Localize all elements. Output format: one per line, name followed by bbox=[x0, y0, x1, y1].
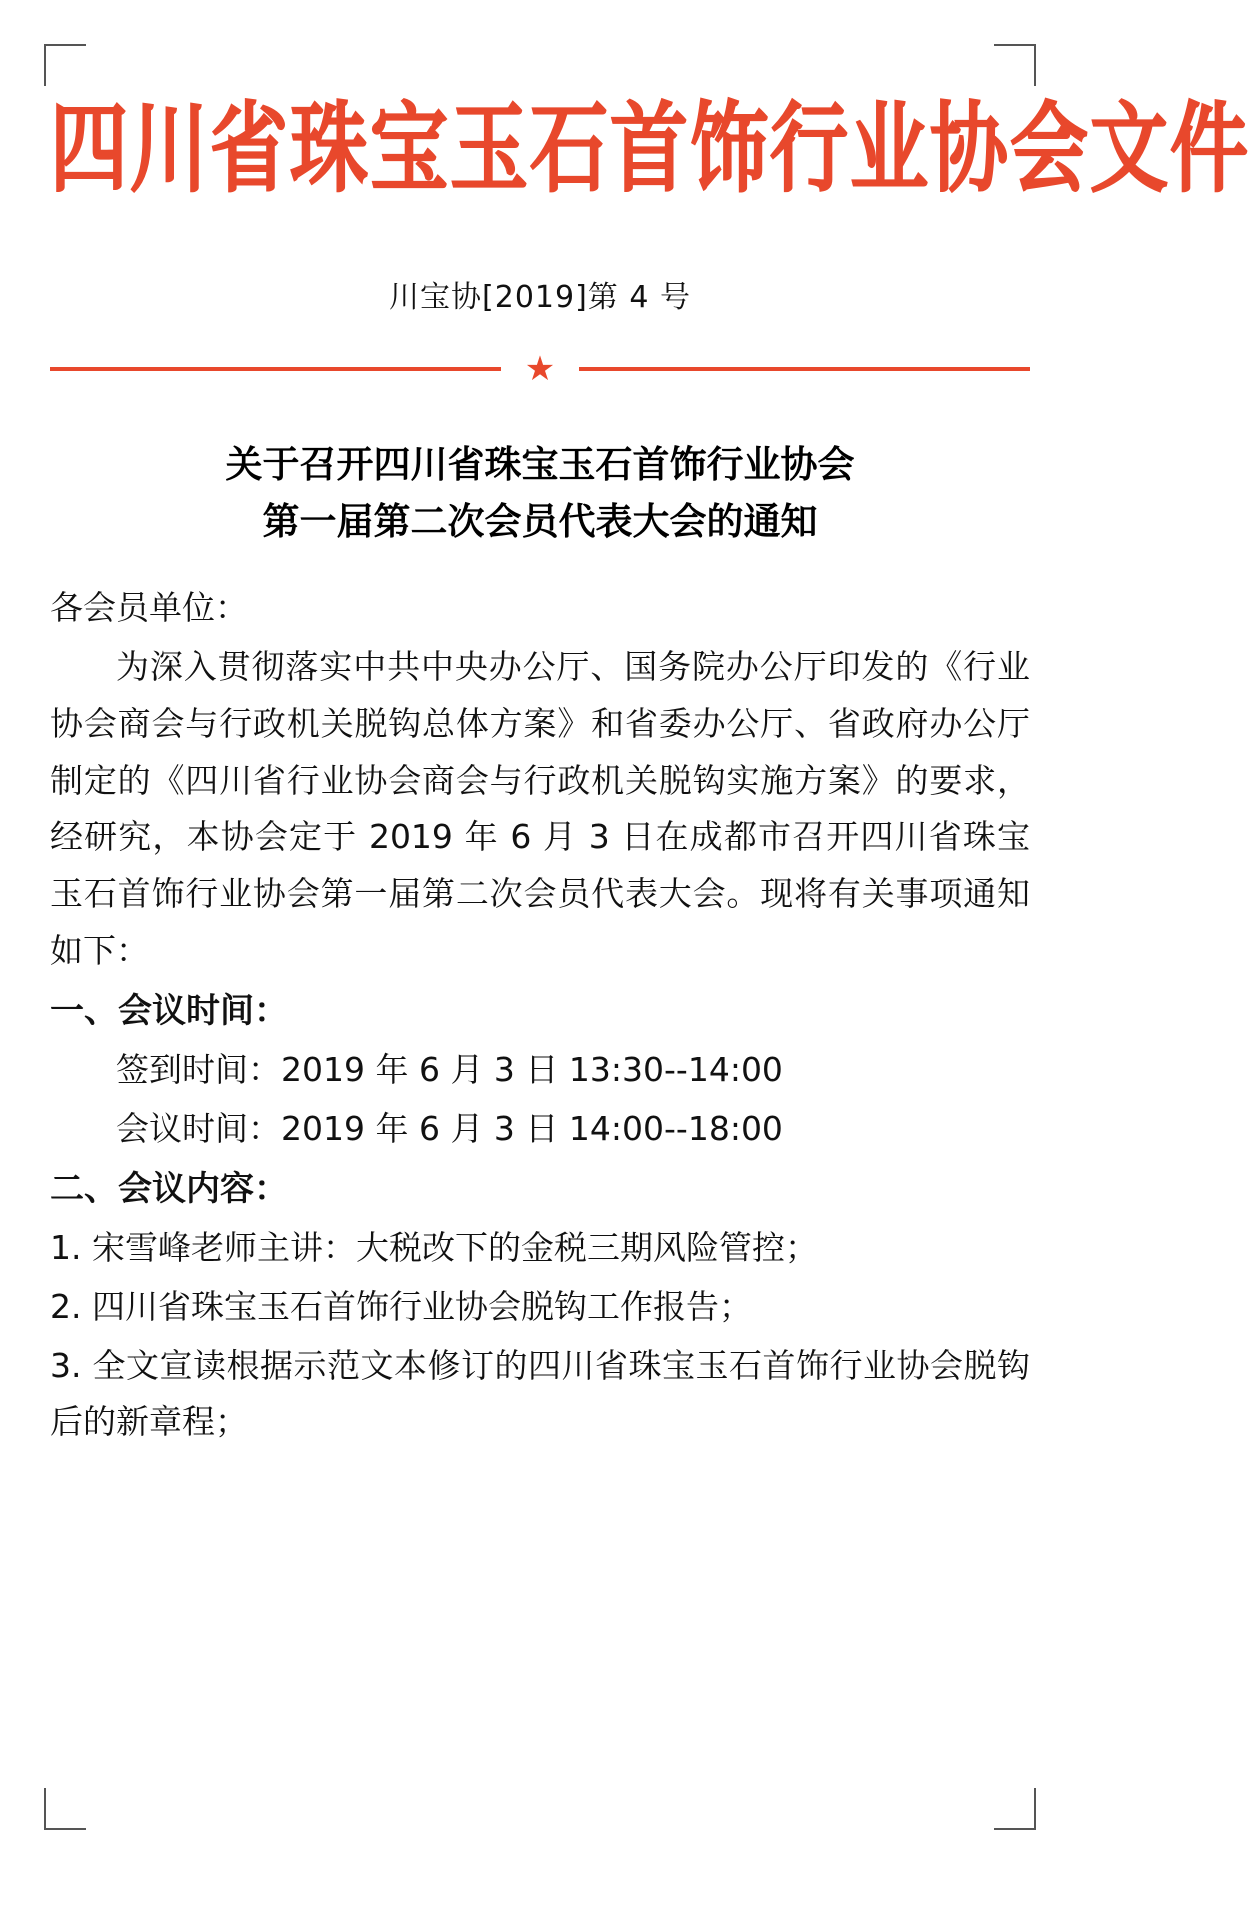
divider-bar-left bbox=[50, 367, 501, 371]
red-divider bbox=[50, 349, 1030, 388]
meeting-content-item-2: 2. 四川省珠宝玉石首饰行业协会脱钩工作报告； bbox=[50, 1286, 752, 1326]
meeting-content-item-3: 3. 全文宣读根据示范文本修订的四川省珠宝玉石首饰行业协会脱钩后的新章程； bbox=[50, 1345, 1030, 1442]
body-paragraph-1: 为深入贯彻落实中共中央办公厅、国务院办公厅印发的《行业协会商会与行政机关脱钩总体方案》和省委办公厅、省政府办公厅制定的《四川省行业协会商会与行政机关脱钩实施方案》的要求，经研究，本协会定于 2019 年 6 月 3 日在成都市召开四川省珠宝玉石首饰行业协会第一届第二次会员代表大会。现将有关事项通知如下： bbox=[50, 647, 1030, 970]
document-content bbox=[50, 60, 1250, 1453]
notice-title-line-2: 第一届第二次会员代表大会的通知 bbox=[262, 500, 818, 544]
notice-body bbox=[50, 580, 1030, 1451]
divider-bar-right bbox=[579, 367, 1030, 371]
section-heading-meeting-content: 二、会议内容： bbox=[50, 1168, 288, 1209]
salutation: 各会员单位： bbox=[50, 588, 248, 628]
meeting-signin-time: 签到时间：2019 年 6 月 3 日 13:30--14:00 bbox=[116, 1050, 783, 1090]
notice-title bbox=[50, 436, 1030, 551]
meeting-time: 会议时间：2019 年 6 月 3 日 14:00--18:00 bbox=[116, 1108, 783, 1148]
star-icon: ★ bbox=[524, 349, 556, 388]
crop-mark-bottom-left bbox=[44, 1788, 86, 1830]
section-heading-meeting-time: 一、会议时间： bbox=[50, 990, 288, 1031]
document-number: 川宝协[2019]第 4 号 bbox=[389, 279, 691, 315]
masthead-title: 四川省珠宝玉石首饰行业协会文件 bbox=[50, 92, 1250, 206]
meeting-content-item-1: 1. 宋雪峰老师主讲：大税改下的金税三期风险管控； bbox=[50, 1228, 818, 1268]
notice-title-line-1: 关于召开四川省珠宝玉石首饰行业协会 bbox=[225, 442, 855, 486]
crop-mark-bottom-right bbox=[994, 1788, 1036, 1830]
